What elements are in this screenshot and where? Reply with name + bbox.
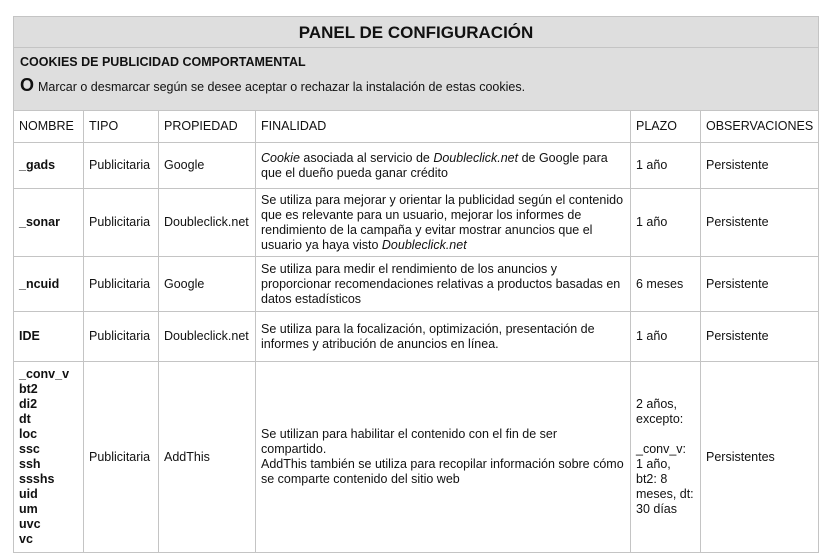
cell-tipo: Publicitaria — [84, 257, 159, 312]
cell-observaciones: Persistente — [701, 143, 819, 189]
cell-finalidad — [256, 143, 631, 189]
accept-radio[interactable]: O — [20, 75, 35, 95]
cell-nombre: _conv_v bt2 di2 dt loc ssc ssh ssshs uid um uvc vc — [14, 362, 84, 553]
cell-propiedad: Google — [159, 257, 256, 312]
cell-tipo: Publicitaria — [84, 189, 159, 257]
text: Se utilizan para habilitar el contenido con el fin de ser compartido. AddThis también se utiliza para recopilar información sobre cómo se comparte contenido del sitio web — [261, 427, 624, 486]
table-row — [14, 362, 819, 553]
cell-observaciones: Persistente — [701, 257, 819, 312]
text: Se utiliza para mejorar y orientar la publicidad según el contenido que es relevante para un usuario, mejorar los informes de rendimiento de la campaña y evitar mostrar anuncios que el usuario ya haya visto — [261, 192, 624, 252]
cookies-table — [13, 16, 819, 553]
cell-nombre: _ncuid — [14, 257, 84, 312]
cell-observaciones: Persistentes — [701, 362, 819, 553]
cell-finalidad — [256, 362, 631, 553]
col-tipo: TIPO — [84, 111, 159, 143]
col-plazo: PLAZO — [631, 111, 701, 143]
col-observaciones: OBSERVACIONES — [701, 111, 819, 143]
cell-nombre: IDE — [14, 312, 84, 362]
table-row — [14, 312, 819, 362]
cell-plazo: 1 año — [631, 143, 701, 189]
italic-text: Doubleclick.net — [433, 150, 519, 165]
instruction-text: Marcar o desmarcar según se desee aceptar o rechazar la instalación de estas cookies. — [38, 80, 526, 94]
cell-observaciones: Persistente — [701, 312, 819, 362]
header-row — [14, 111, 819, 143]
cell-propiedad: Doubleclick.net — [159, 189, 256, 257]
cell-propiedad: Google — [159, 143, 256, 189]
cell-nombre: _gads — [14, 143, 84, 189]
cell-tipo: Publicitaria — [84, 143, 159, 189]
italic-text: Cookie — [261, 150, 300, 165]
text: asociada al servicio de — [299, 150, 434, 165]
section-header — [14, 48, 819, 111]
panel-title: PANEL DE CONFIGURACIÓN — [14, 17, 819, 48]
config-panel — [13, 16, 818, 553]
table-row — [14, 189, 819, 257]
cell-tipo: Publicitaria — [84, 362, 159, 553]
cell-propiedad: Doubleclick.net — [159, 312, 256, 362]
cell-observaciones: Persistente — [701, 189, 819, 257]
cell-propiedad: AddThis — [159, 362, 256, 553]
text: de Google para que el dueño pueda ganar crédito — [261, 150, 608, 180]
table-row — [14, 143, 819, 189]
cell-tipo: Publicitaria — [84, 312, 159, 362]
cell-plazo: 1 año — [631, 189, 701, 257]
col-nombre: NOMBRE — [14, 111, 84, 143]
cell-finalidad — [256, 189, 631, 257]
section-heading: COOKIES DE PUBLICIDAD COMPORTAMENTAL — [20, 55, 306, 69]
cell-plazo: 6 meses — [631, 257, 701, 312]
text: Se utiliza para medir el rendimiento de los anuncios y proporcionar recomendaciones relativas a productos basadas en datos estadísticos — [261, 261, 621, 306]
cell-plazo: 1 año — [631, 312, 701, 362]
col-propiedad: PROPIEDAD — [159, 111, 256, 143]
cell-finalidad — [256, 312, 631, 362]
col-finalidad: FINALIDAD — [256, 111, 631, 143]
cell-nombre: _sonar — [14, 189, 84, 257]
text: Se utiliza para la focalización, optimización, presentación de informes y atribución de anuncios en línea. — [261, 321, 595, 351]
cell-finalidad — [256, 257, 631, 312]
table-row — [14, 257, 819, 312]
cell-plazo: 2 años, excepto: _conv_v: 1 año, bt2: 8 meses, dt: 30 días — [631, 362, 701, 553]
italic-text: Doubleclick.net — [381, 237, 467, 252]
